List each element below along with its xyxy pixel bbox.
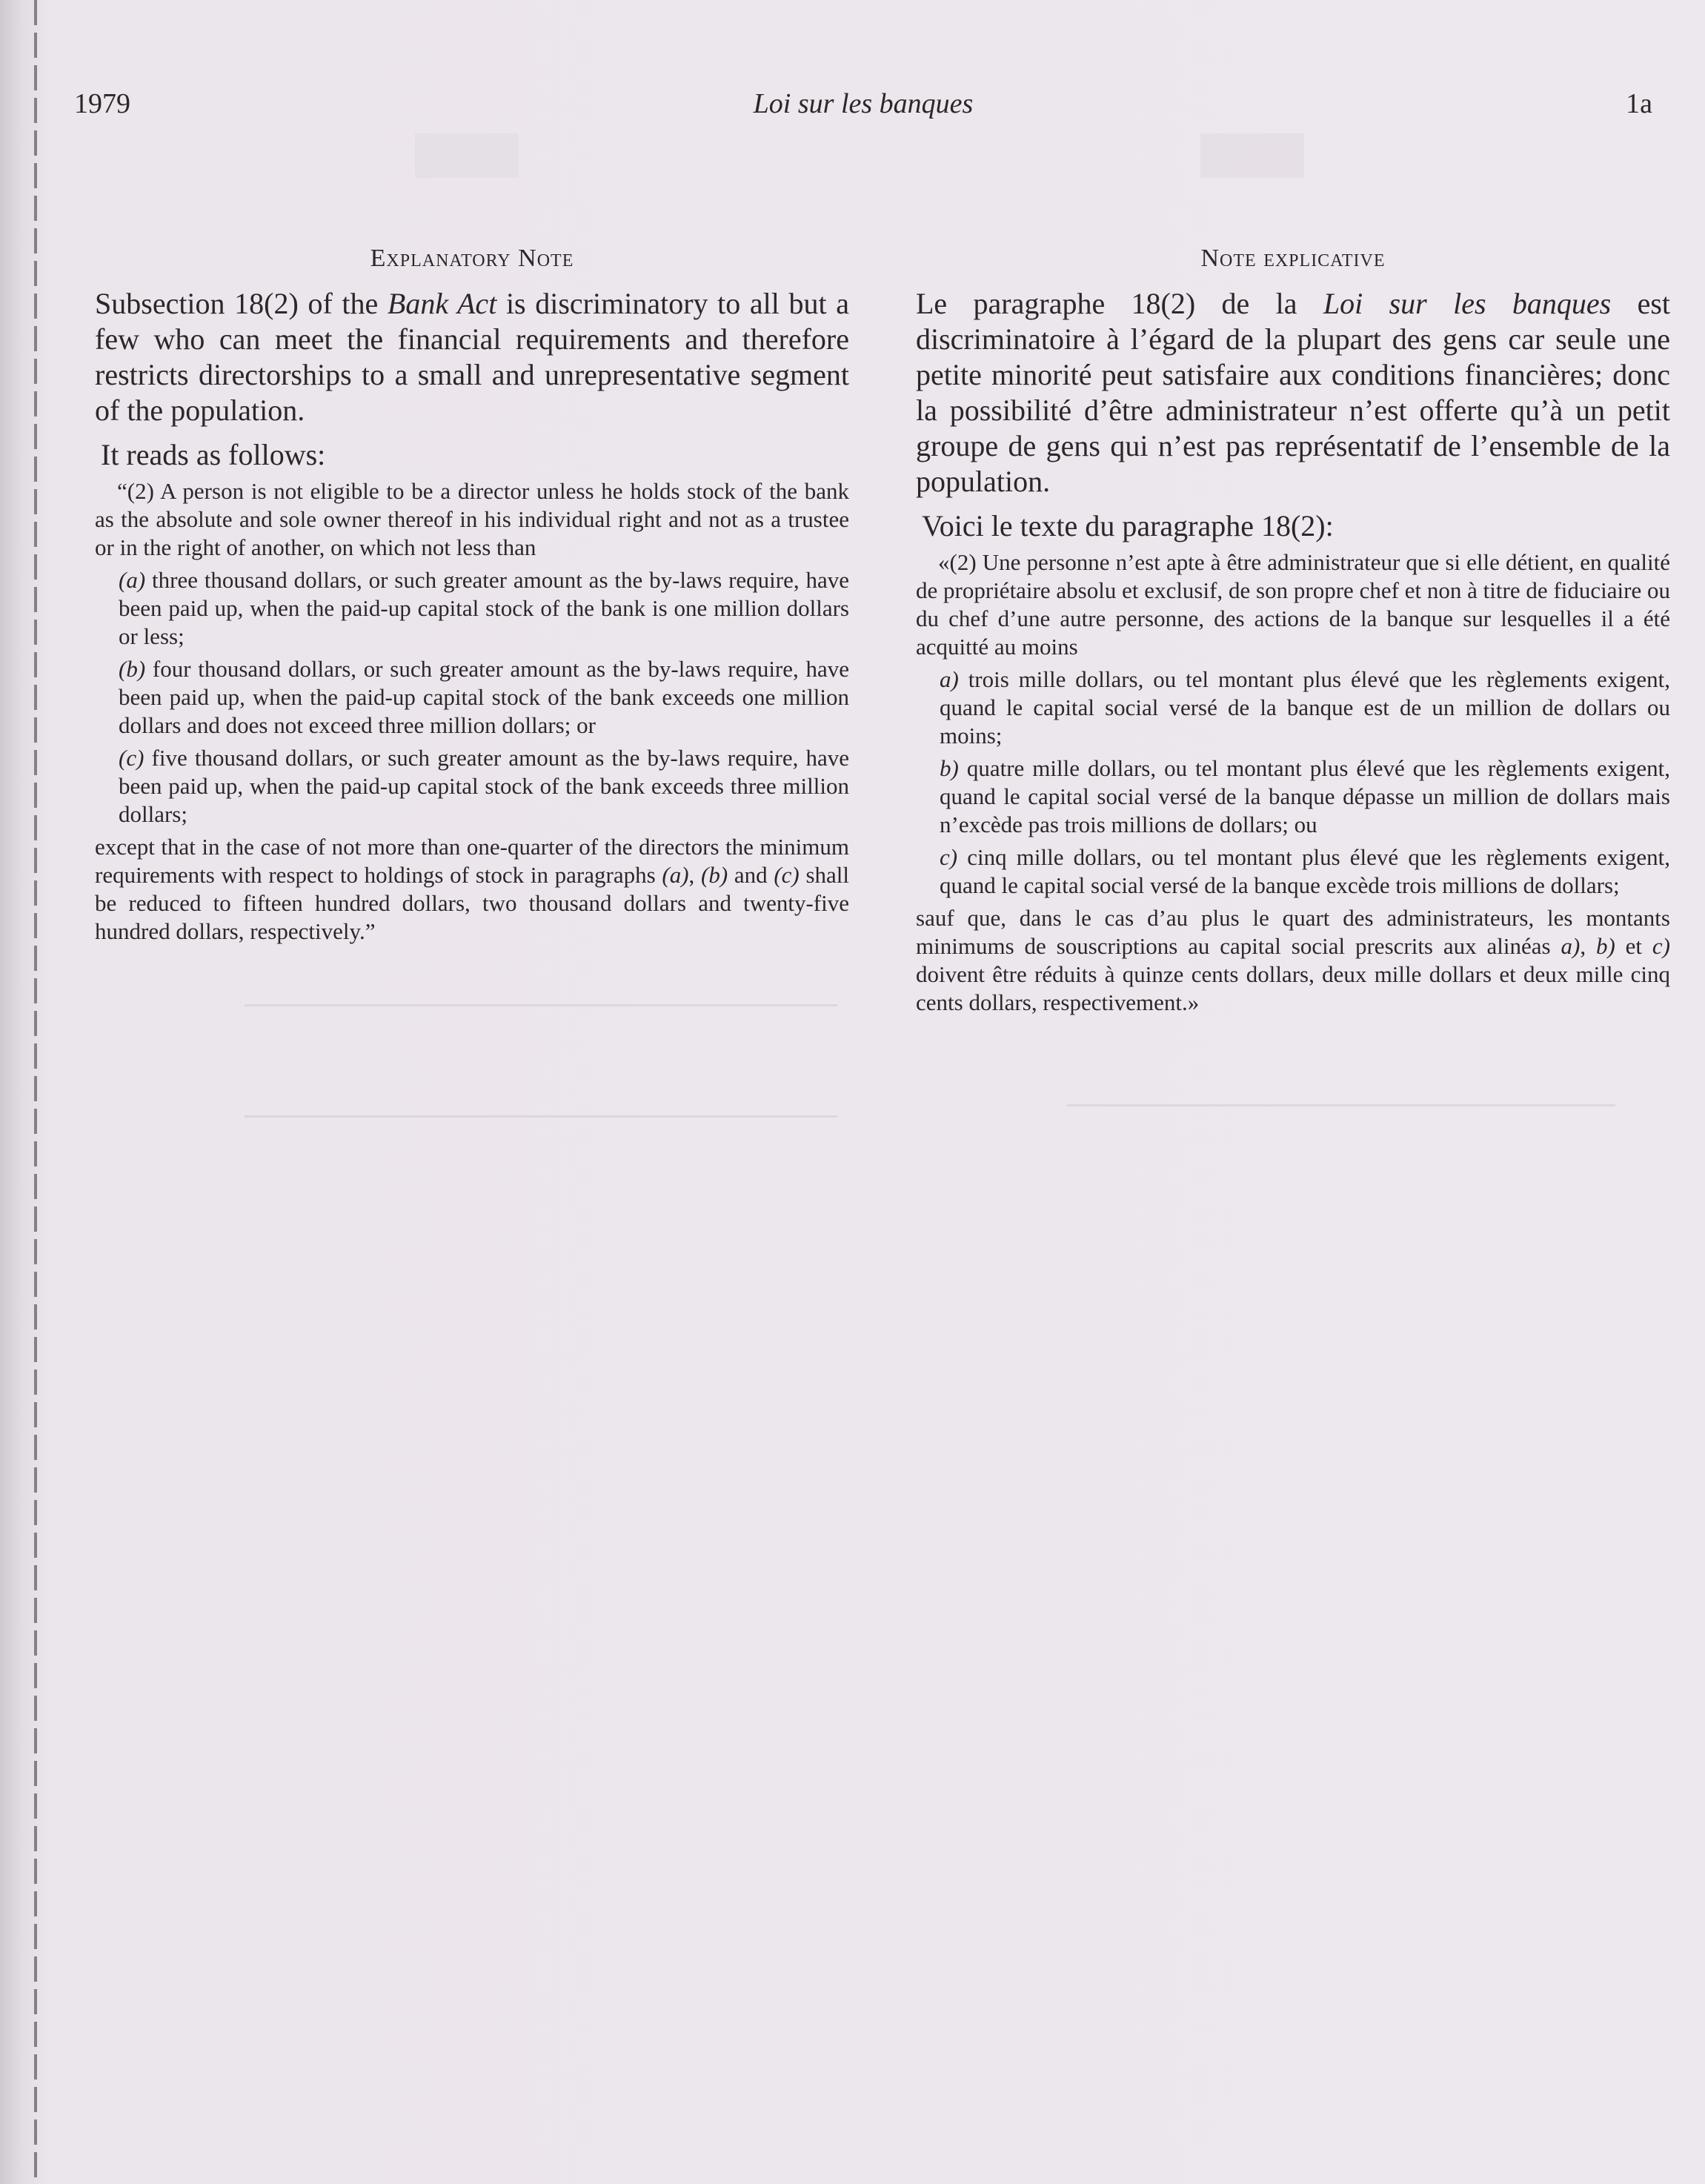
- show-through-rule: [245, 1115, 837, 1118]
- french-closing-clause: sauf que, dans le cas d’au plus le quart des administrateurs, les montants minimums de souscriptions au capital social prescrits aux alinéas a), b) et c) doivent être réduits à quinze cents dollars, deux mille dollars et deux mille cinq cents dollars, respectivement.»: [916, 905, 1671, 1015]
- running-head: [74, 87, 1652, 132]
- english-quote-lead: “(2) A person is not eligible to be a director unless he holds stock of the bank as the absolute and sole owner thereof in his individual right and not as a trustee or in the right of another, on which not less than: [95, 478, 849, 560]
- show-through-rule: [245, 1004, 837, 1006]
- page-number: 1a: [1626, 88, 1652, 119]
- english-closing-clause: except that in the case of not more than one-quarter of the directors the minimum requirements with respect to holdings of stock in paragraphs (a), (b) and (c) shall be reduced to fifteen hundred dollars, two thousand dollars and twenty-five hundred dollars, respectively.”: [95, 834, 850, 944]
- show-through-mark: [1200, 133, 1304, 178]
- english-column: [95, 245, 849, 946]
- french-quote-lead: «(2) Une personne n’est apte à être administrateur que si elle détient, en qualité de propriétaire absolu et exclusif, de son propre chef et non à titre de fiduciaire ou du chef d’une autre personne, des actions de la banque sur lesquelles il a été acquitté au moins: [916, 549, 1670, 660]
- french-column: [916, 245, 1670, 1017]
- english-paragraph-b: (b) four thousand dollars, or such greater amount as the by-laws require, have been paid up, when the paid-up capital stock of the bank exceeds one million dollars and does not exceed three million dollars; or: [119, 656, 849, 738]
- french-reads-as-follows: Voici le texte du paragraphe 18(2):: [922, 509, 1334, 542]
- french-paragraph-a: a) trois mille dollars, ou tel montant plus élevé que les règlements exigent, quand le capital social versé de la banque est de un million de dollars ou moins;: [940, 666, 1670, 749]
- english-intro-act-title: Bank Act: [387, 287, 497, 320]
- running-head-year: 1979: [74, 88, 130, 119]
- french-heading: Note explicative: [1200, 245, 1386, 272]
- french-intro: Le paragraphe 18(2) de la Loi sur les banques est discriminatoire à l’égard de la plupart des gens car seule une petite minorité peut satisfaire aux conditions financières; donc la possibilité d’être administrateur n’est offerte qu’à un petit groupe de gens qui n’est pas représentatif de l’ensemble de la population.: [916, 287, 1671, 498]
- running-head-title: Loi sur les banques: [753, 88, 974, 119]
- french-paragraph-b: b) quatre mille dollars, ou tel montant plus élevé que les règlements exigent, quand le capital social versé de la banque dépasse un million de dollars mais n’excède pas trois millions de dollars; ou: [940, 755, 1670, 837]
- english-heading: Explanatory Note: [370, 245, 574, 272]
- show-through-mark: [415, 133, 519, 178]
- show-through-rule: [1067, 1104, 1615, 1106]
- english-paragraph-a: (a) three thousand dollars, or such greater amount as the by-laws require, have been paid up, when the paid-up capital stock of the bank is one million dollars or less;: [119, 567, 849, 649]
- english-intro: Subsection 18(2) of the Bank Act is discriminatory to all but a few who can meet the financial requirements and therefore restricts directorships to a small and unrepresentative segment of the population.: [95, 287, 850, 427]
- english-reads-as-follows: It reads as follows:: [101, 438, 326, 471]
- english-paragraph-c: (c) five thousand dollars, or such greater amount as the by-laws require, have been paid up, when the paid-up capital stock of the bank exceeds three million dollars;: [119, 745, 849, 827]
- binding-edge: [34, 0, 37, 2184]
- french-intro-act-title: Loi sur les banques: [1323, 287, 1612, 320]
- french-paragraph-c: c) cinq mille dollars, ou tel montant plus élevé que les règlements exigent, quand le capital social versé de la banque excède trois millions de dollars;: [940, 844, 1670, 898]
